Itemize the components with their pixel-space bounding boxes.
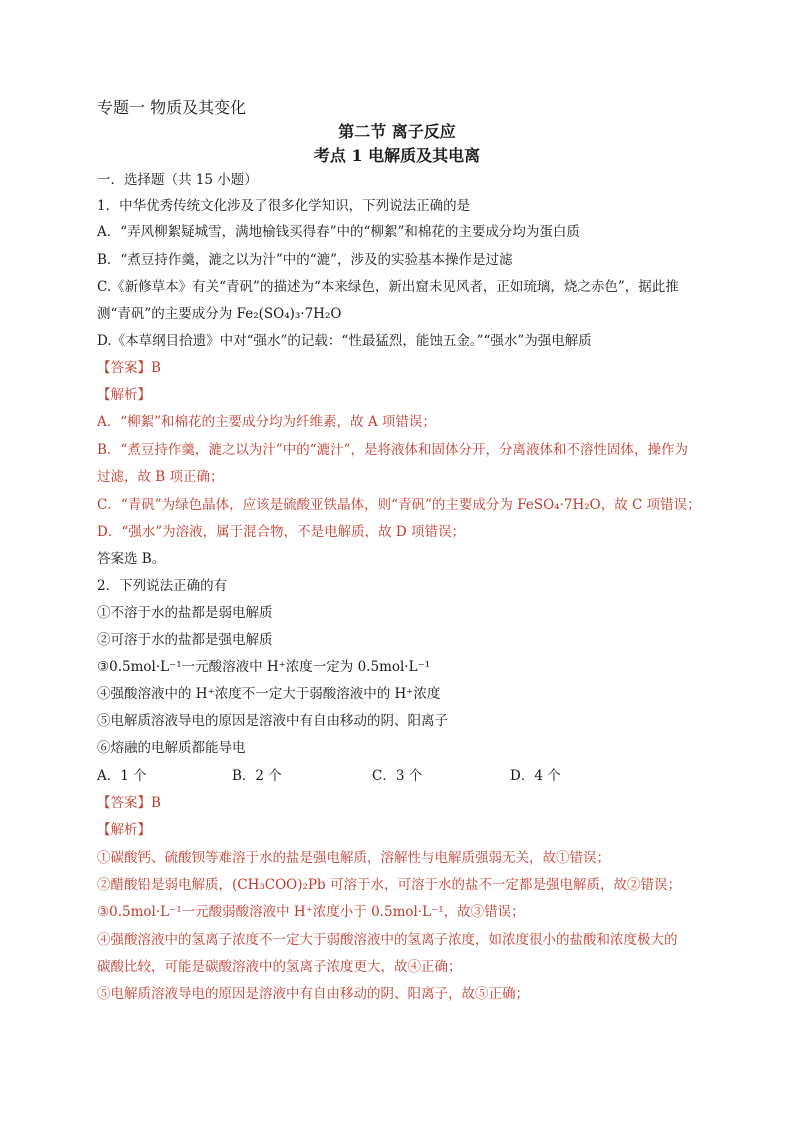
q1-conclusion: 答案选 B。 [97,551,166,567]
q1-analysis-b1: B．“煮豆持作羹，漉之以为汁”中的“漉汁”，是将液体和固体分开，分离液体和不溶性固体，操作为 [97,442,689,458]
q2-analysis-4b: 碳酸比较，可能是碳酸溶液中的氢离子浓度更大，故④正确； [97,959,462,975]
q1-stem: 1．中华优秀传统文化涉及了很多化学知识，下列说法正确的是 [97,198,471,214]
q1-analysis-a: A．“柳絮”和棉花的主要成分均为纤维素，故 A 项错误； [97,414,436,430]
q2-analysis-4a: ④强酸溶液中的氢离子浓度不一定大于弱酸溶液中的氢离子浓度，如浓度很小的盐酸和浓度极大的 [97,932,678,948]
q2-statement-2: ②可溶于水的盐都是强电解质 [97,632,273,648]
q1-option-c-line1: C.《新修草本》有关“青矾”的描述为“本来绿色，新出窟未见风者，正如琉璃，烧之赤色”，据此推 [97,279,679,295]
q2-statement-1: ①不溶于水的盐都是弱电解质 [97,605,273,621]
q2-analysis-title: 【解析】 [97,822,151,838]
q1-analysis-b2: 过滤，故 B 项正确； [97,469,224,485]
topic-title: 专题一 物质及其变化 [97,98,247,117]
q1-analysis-d: D．“强水”为溶液，属于混合物，不是电解质，故 D 项错误； [97,524,466,540]
q1-answer: 【答案】B [97,360,161,376]
q2-analysis-3: ③0.5mol·L⁻¹一元酸弱酸溶液中 H⁺浓度小于 0.5mol·L⁻¹，故③错误； [97,904,525,920]
part-heading: 一．选择题（共 15 小题） [97,172,258,188]
q1-option-d: D.《本草纲目拾遗》中对“强水”的记载：“性最猛烈，能蚀五金。”“强水”为强电解质 [97,333,592,349]
q1-analysis-c: C．“青矾”为绿色晶体，应该是硫酸亚铁晶体，则“青矾”的主要成分为 FeSO₄·7H₂O，故 C 项错误； [97,497,701,513]
q2-answer: 【答案】B [97,795,161,811]
q2-statement-3: ③0.5mol·L⁻¹一元酸溶液中 H⁺浓度一定为 0.5mol·L⁻¹ [97,659,431,675]
q2-option-a: A．1 个 [97,768,147,784]
q2-analysis-1: ①碳酸钙、硫酸钡等难溶于水的盐是强电解质，溶解性与电解质强弱无关，故①错误； [97,850,610,866]
q2-option-b: B．2 个 [232,768,282,784]
q1-option-a: A．“弄风柳絮疑城雪，满地榆钱买得春”中的“柳絮”和棉花的主要成分均为蛋白质 [97,224,580,240]
q1-option-c-line2: 测“青矾”的主要成分为 Fe₂(SO₄)₃·7H₂O [97,306,342,322]
q2-option-c: C．3 个 [372,768,423,784]
section-title: 第二节 离子反应 [338,122,456,141]
q2-analysis-2: ②醋酸铅是弱电解质，(CH₃COO)₂Pb 可溶于水，可溶于水的盐不一定都是强电解质，故②错误； [97,877,681,893]
q1-option-b: B．“煮豆持作羹，漉之以为汁”中的“漉”，涉及的实验基本操作是过滤 [97,252,513,268]
q2-statement-4: ④强酸溶液中的 H⁺浓度不一定大于弱酸溶液中的 H⁺浓度 [97,686,441,702]
q2-analysis-5: ⑤电解质溶液导电的原因是溶液中有自由移动的阴、阳离子，故⑤正确； [97,986,529,1002]
point-title: 考点 1 电解质及其电离 [313,146,481,165]
q2-statement-5: ⑤电解质溶液导电的原因是溶液中有自由移动的阴、阳离子 [97,713,448,729]
q2-stem: 2．下列说法正确的有 [97,578,228,594]
q2-option-d: D．4 个 [510,768,561,784]
q2-statement-6: ⑥熔融的电解质都能导电 [97,740,246,756]
q1-analysis-title: 【解析】 [97,387,151,403]
